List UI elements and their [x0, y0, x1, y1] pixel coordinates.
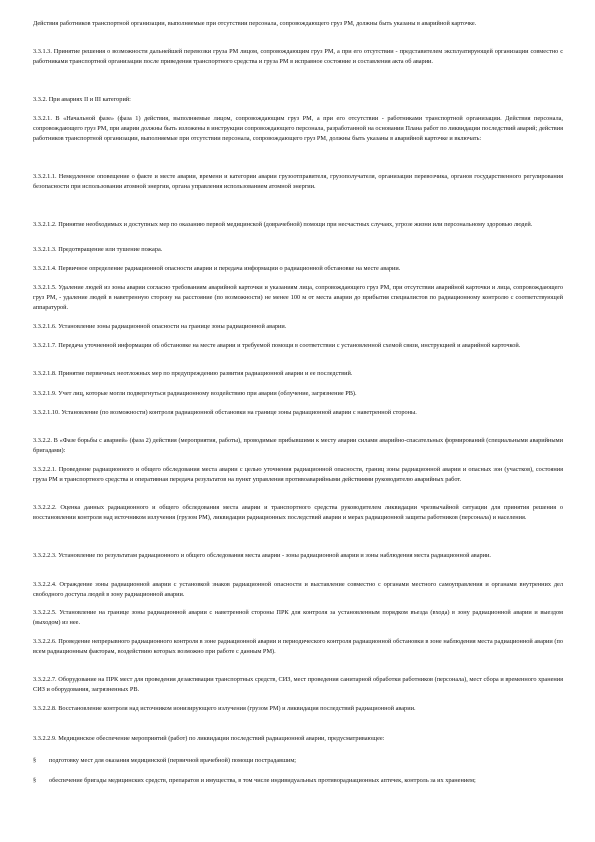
- list-item-text: подготовку мест для оказания медицинской (первичной врачебной) помощи пострадавшим;: [49, 757, 297, 764]
- list-item: [33, 776, 563, 786]
- paragraph: 3.3.2.1.6. Установление зоны радиационной опасности на границе зоны радиационной аварии.: [33, 323, 287, 330]
- paragraph: 3.3.2.1. В «Начальной фазе» (фаза 1) действия, выполняемые лицом, сопровождающим груз РМ, а при его отсутствии - работниками транспортной организации. Действия персонала, сопровождающего груз РМ, при аварии должны быть изложены в инструкции сопровождающего персонала, разработанной на основании Плана работ по ликвидации последствий аварий; действия работников транспортной организации, выполняемые при отсутствии персонала, сопровождающего груз РМ, должны быть указаны в аварийной карточке и включать:: [33, 115, 563, 142]
- paragraph: 3.3.2.1.3. Предотвращение или тушение пожара.: [33, 246, 163, 253]
- bullet-marker: §: [33, 757, 37, 764]
- paragraph: 3.3.2.1.5. Удаление людей из зоны аварии согласно требованиям аварийной карточки и указаниям лица, сопровождающего груз РМ, при отсутствии аварийной карточки и лица, сопровождающего груз РМ, - удаление людей в наветренную сторону на расстояние (по возможности) не менее 100 м от места аварии до прибытия специалистов по радиационному контролю с соответствующей аппаратурой.: [33, 284, 563, 311]
- bullet-marker: §: [33, 777, 37, 784]
- paragraph: 3.3.1.3. Принятие решения о возможности дальнейшей перевозки груза РМ лицом, сопровождающим груз РМ, а при его отсутствии - представителем эксплуатирующей организации совместно с работниками транспортной организации после приведения транспортного средства и груза РМ в исправное состояние и составления акта об аварии.: [33, 48, 563, 65]
- paragraph: 3.3.2.2.1. Проведение радиационного и общего обследования места аварии с целью уточнения радиационной опасности, границ зоны радиационной аварии и опасных зон (участков), состояния груза РМ и транспортного средства и оперативная передача результатов на пункт управления противоаварийными действиями руководителю аварийных работ.: [33, 466, 563, 483]
- paragraph: 3.3.2.1.9. Учет лиц, которые могли подвергнуться радиационному воздействию при аварии (облучение, загрязнение РВ).: [33, 390, 357, 397]
- list-item: [33, 756, 563, 766]
- paragraph: 3.3.2.1.1. Немедленное оповещение о факте и месте аварии, времени и категории аварии грузоотправителя, грузополучателя, организации перевозчика, органов государственного регулирования безопасности при использовании атомной энергии, органа управления использованием атомной энергии.: [33, 173, 563, 190]
- paragraph: 3.3.2. При авариях II и III категорий:: [33, 96, 131, 103]
- paragraph: 3.3.2.1.4. Первичное определение радиационной опасности аварии и передача информации о радиационной обстановке на месте аварии.: [33, 265, 401, 272]
- paragraph: 3.3.2.1.10. Установление (по возможности) контроля радиационной обстановки на границе зоны радиационной аварии с наветренной стороны.: [33, 409, 417, 416]
- paragraph: 3.3.2.2.4. Ограждение зоны радиационной аварии с установкой знаков радиационной опасности и выставление совместно с органами местного самоуправления и органами внутренних дел свободного доступа людей в зону радиационной аварии.: [33, 581, 563, 598]
- list-item-text: обеспечение бригады медицинских средств, препаратов и имущества, в том числе индивидуальных противорадиационных аптечек, контроль за их хранением;: [49, 777, 476, 784]
- paragraph: 3.3.2.1.8. Принятие первичных неотложных мер по предупреждению развития радиационной аварии и ее последствий.: [33, 370, 353, 377]
- paragraph: 3.3.2.2.9. Медицинское обеспечение мероприятий (работ) по ликвидации последствий радиационной аварии, предусматривающее:: [33, 735, 385, 742]
- paragraph: 3.3.2.2.3. Установление по результатам радиационного и общего обследования места аварии - зоны радиационной аварии и зоны наблюдения места радиационной аварии.: [33, 552, 491, 559]
- paragraph: 3.3.2.2.8. Восстановление контроля над источником ионизирующего излучения (грузом РМ) и ликвидация последствий радиационной аварии.: [33, 705, 416, 712]
- paragraph: 3.3.2.2.5. Установление на границе зоны радиационной аварии с наветренной стороны ПРК для контроля за установленным порядком въезда (входа) в зону радиационной аварии и выездом (выходом) из нее.: [33, 609, 563, 626]
- paragraph: 3.3.2.1.2. Принятие необходимых и доступных мер по оказанию первой медицинской (доврачебной) помощи при несчастных случаях, угрозе жизни или персональному здоровью людей.: [33, 221, 533, 228]
- paragraph: 3.3.2.2.7. Оборудование на ПРК мест для проведения дезактивации транспортных средств, СИЗ, мест проведения санитарной обработки работников (персонала), мест сбора и временного хранения СИЗ и оборудования, загрязненных РВ.: [33, 676, 563, 693]
- paragraph: 3.3.2.2.6. Проведение непрерывного радиационного контроля в зоне радиационной аварии и периодического контроля радиационной обстановки в зоне наблюдения места радиационной аварии (по всем радиационным факторам, воздействию которых возможно при работе с данным РМ).: [33, 638, 563, 655]
- paragraph: Действия работников транспортной организации, выполняемые при отсутствии персонала, сопровождающего груз РМ, должны быть указаны в аварийной карточке.: [33, 20, 477, 27]
- paragraph: 3.3.2.2. В «Фазе борьбы с аварией» (фаза 2) действия (мероприятия, работы), проводимые прибывшими к месту аварии силами аварийно-спасательных формирований (специальными аварийными бригадами):: [33, 437, 563, 454]
- paragraph: 3.3.2.1.7. Передача уточненной информации об обстановке на месте аварии и требуемой помощи в соответствии с установленной схемой связи, инструкцией и аварийной карточкой.: [33, 342, 521, 349]
- paragraph: 3.3.2.2.2. Оценка данных радиационного и общего обследования места аварии и транспортного средства руководителем ликвидации чрезвычайной ситуации для принятия решения о восстановлении контроля над источником излучения (грузом РМ), ликвидации радиационных последствий аварии и мерах радиационной защиты работников (персонала) и населения.: [33, 504, 563, 521]
